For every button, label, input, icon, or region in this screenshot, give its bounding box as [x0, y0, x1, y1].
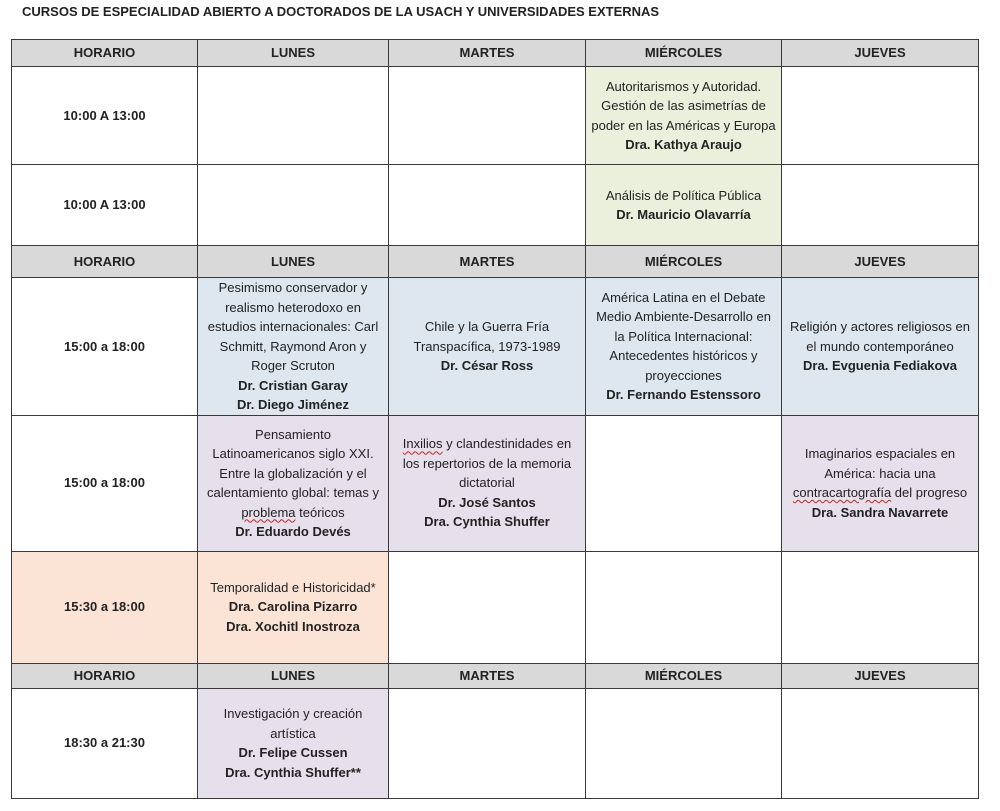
professor-name: Dra. Cynthia Shuffer**	[225, 764, 361, 780]
header-martes: MARTES	[389, 246, 586, 278]
course-title: Análisis de Política Pública	[605, 187, 762, 203]
empty-cell	[389, 551, 586, 663]
course-title: Pesimismo conservador y realismo heterodoxo en estudios internacionales: Carl Schmitt, Raymond Aron y Roger Scruton	[207, 280, 379, 373]
empty-cell	[782, 165, 979, 246]
professor-name: Dr. Diego Jiménez	[237, 397, 349, 412]
course-cell	[198, 551, 389, 663]
empty-cell	[389, 67, 586, 165]
course-title: Religión y actores religiosos en el mundo contemporáneo	[790, 319, 970, 354]
schedule-row	[12, 415, 979, 551]
time-slot: 15:00 a 18:00	[12, 278, 198, 416]
header-martes: MARTES	[389, 40, 586, 67]
professor-name: Dra. Kathya Araujo	[625, 137, 742, 152]
empty-cell	[586, 688, 782, 798]
header-jueves: JUEVES	[782, 663, 979, 688]
professor-name: Dr. César Ross	[440, 358, 534, 373]
schedule-table	[11, 39, 979, 799]
professor-name: Dr. Mauricio Olavarría	[616, 207, 751, 222]
course-title: Imaginarios espaciales en América: hacia una contracartografía del progreso	[792, 446, 968, 500]
header-miercoles: MIÉRCOLES	[586, 40, 782, 67]
course-title: América Latina en el Debate Medio Ambiente-Desarrollo en la Política Internacional: Antecedentes históricos y proyecciones	[596, 289, 771, 383]
schedule-row	[12, 551, 979, 663]
course-title: Temporalidad e Historicidad*	[210, 579, 376, 595]
professor-name: Dr. Felipe Cussen	[238, 745, 348, 760]
header-miercoles: MIÉRCOLES	[586, 663, 782, 688]
schedule-row	[12, 278, 979, 416]
course-cell	[198, 415, 389, 551]
professor-name: Dra. Evguenia Fediakova	[803, 358, 957, 373]
course-cell	[198, 278, 389, 416]
empty-cell	[782, 688, 979, 798]
course-cell	[586, 278, 782, 416]
empty-cell	[586, 551, 782, 663]
schedule-row	[12, 165, 979, 246]
course-cell	[782, 278, 979, 416]
empty-cell	[198, 67, 389, 165]
course-cell	[586, 165, 782, 246]
header-row	[12, 246, 979, 278]
professor-name: Dr. Fernando Estenssoro	[606, 387, 761, 403]
professor-name: Dr. Cristian Garay	[238, 377, 348, 393]
header-horario: HORARIO	[12, 246, 198, 278]
header-row	[12, 40, 979, 67]
header-jueves: JUEVES	[782, 40, 979, 67]
professor-name: Dra. Sandra Navarrete	[811, 504, 949, 520]
course-title: Autoritarismos y Autoridad. Gestión de las asimetrías de poder en las Américas y Europa	[591, 78, 776, 133]
empty-cell	[782, 67, 979, 165]
time-slot: 10:00 A 13:00	[12, 165, 198, 246]
time-slot: 10:00 A 13:00	[12, 67, 198, 165]
course-title: Pensamiento Latinoamericanos siglo XXI. Entre la globalización y el calentamiento global: temas y problema teóricos	[207, 426, 379, 520]
empty-cell	[782, 551, 979, 663]
header-lunes: LUNES	[198, 246, 389, 278]
empty-cell	[198, 165, 389, 246]
professor-name: Dr. Eduardo Devés	[235, 524, 351, 539]
professor-name: Dr. José Santos	[438, 494, 536, 510]
header-miercoles: MIÉRCOLES	[586, 246, 782, 278]
header-horario: HORARIO	[12, 40, 198, 67]
header-lunes: LUNES	[198, 663, 389, 688]
empty-cell	[389, 688, 586, 798]
header-row	[12, 663, 979, 688]
professor-name: Dra. Carolina Pizarro	[228, 599, 358, 615]
course-title: Investigación y creación artística	[223, 706, 363, 741]
course-title: Chile y la Guerra Fría Transpacífica, 1973-1989	[413, 319, 561, 354]
header-jueves: JUEVES	[782, 246, 979, 278]
empty-cell	[586, 415, 782, 551]
header-lunes: LUNES	[198, 40, 389, 67]
professor-name: Dra. Cynthia Shuffer	[424, 514, 550, 530]
course-cell	[782, 415, 979, 551]
course-cell	[586, 67, 782, 165]
document-title: CURSOS DE ESPECIALIDAD ABIERTO A DOCTORADOS DE LA USACH Y UNIVERSIDADES EXTERNAS	[22, 4, 660, 19]
course-title: Inxilios y clandestinidades en los repertorios de la memoria dictatorial	[402, 436, 572, 491]
time-slot: 18:30 a 21:30	[12, 688, 198, 798]
empty-cell	[389, 165, 586, 246]
course-cell	[198, 688, 389, 798]
professor-name: Dra. Xochitl Inostroza	[226, 618, 360, 634]
header-martes: MARTES	[389, 663, 586, 688]
header-horario: HORARIO	[12, 663, 198, 688]
course-cell	[389, 415, 586, 551]
schedule-row	[12, 67, 979, 165]
time-slot: 15:30 a 18:00	[12, 551, 198, 663]
schedule-row	[12, 688, 979, 798]
time-slot: 15:00 a 18:00	[12, 415, 198, 551]
course-cell	[389, 278, 586, 416]
